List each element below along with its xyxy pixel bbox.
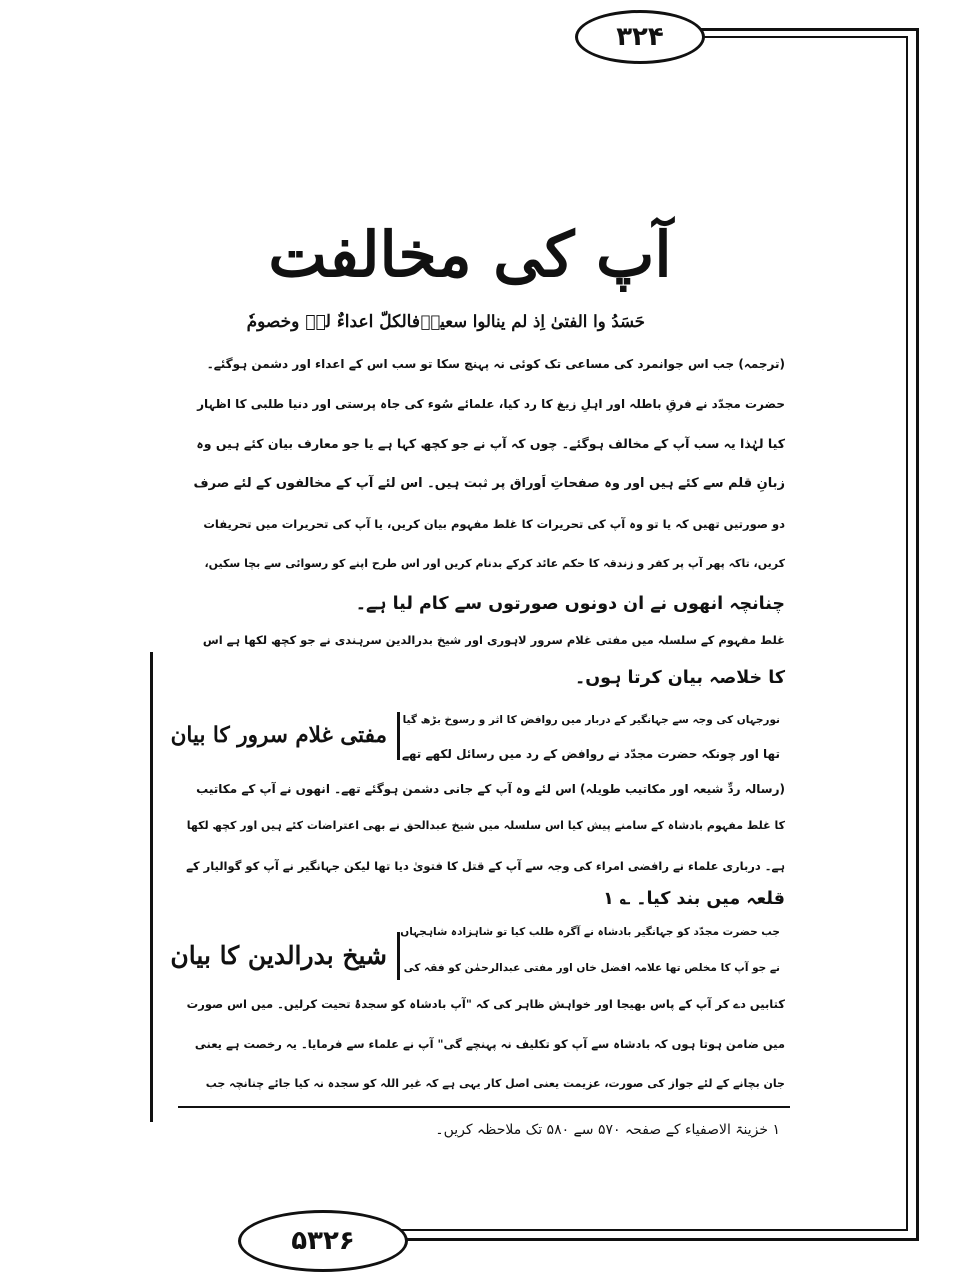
text-line: دو صورتیں تھیں کہ یا تو وہ آپ کی تحریرات کا غلط مفہوم بیان کریں، یا آپ کی تحریرات میں تحریفات — [203, 517, 785, 531]
text-line: غلط مفہوم کے سلسلہ میں مفتی غلام سرور لاہوری اور شیخ بدرالدین سرہندی نے جو کچھ لکھا ہے اس — [202, 633, 785, 647]
text-line: جان بچانے کے لئے جواز کی صورت، عزیمت یعنی اصل کار یہی ہے کہ غیر اللہ کو سجدہ نہ کیا جائے چنانچہ جب — [205, 1077, 785, 1090]
verse-left-hemistich: فالکلّ اعداءٌ لہٗ وخصومٗ — [246, 312, 420, 332]
page-title: آپ کی مخالفت — [268, 218, 672, 291]
frame-right-line — [916, 28, 919, 1240]
text-line: کا خلاصہ بیان کرتا ہوں۔ — [574, 668, 785, 688]
frame-bottom-line-inner — [400, 1229, 908, 1231]
text-line: (ترجمہ) جب اس جوانمرد کی مساعی تک کوئی نہ پہنچ سکا تو سب اس کے اعداء اور دشمن ہوگئے۔ — [206, 357, 785, 371]
text-line: کیا لہٰذا یہ سب آپ کے مخالف ہوگئے۔ چوں کہ آپ نے جو کچھ کہا ہے یا جو معارف بیان کئے ہیں وہ — [196, 436, 785, 451]
section-heading-mufti-ghulam-sarwar: مفتی غلام سرور کا بیان — [171, 712, 400, 760]
verse-right-hemistich: حَسَدُ وا الفتیٰ اِذ لم ینالوا سعیہٗ — [420, 312, 645, 331]
frame-left-line — [150, 652, 153, 1122]
section-heading-shaikh-badruddin: شیخ بدرالدین کا بیان — [170, 932, 400, 980]
top-page-number: ۳۲۴ — [575, 10, 705, 64]
text-line: ہے۔ درباری علماء نے رافضی امراء کی وجہ سے آپ کے قتل کا فتویٰ دیا تھا لیکن جہانگیر نے آپ کو گوالیار کے — [186, 859, 785, 873]
text-line: کریں، تاکہ پھر آپ پر کفر و زندقہ کا حکم عائد کرکے بدنام کریں اور اس طرح اپنے کو رسوائی سے بچا سکیں، — [204, 557, 785, 570]
text-line: کا غلط مفہوم بادشاہ کے سامنے پیش کیا اس سلسلہ میں شیخ عبدالحق نے بھی اعتراضات کئے ہیں اور کچھ لکھا — [186, 819, 785, 832]
text-line: قلعہ میں بند کیا۔ ؎ ۱ — [603, 889, 785, 909]
side-text-line: نورجہاں کی وجہ سے جہانگیر کے دربار میں روافض کا اثر و رسوخ بڑھ گیا — [402, 714, 780, 726]
text-line: کتابیں دے کر آپ کے پاس بھیجا اور خواہش ظاہر کی کہ "آپ بادشاہ کو سجدۂ تحیت کرلیں۔ میں اس صورت — [186, 997, 785, 1011]
text-line: زبانِ قلم سے کئے ہیں اور وہ صفحاتِ اَوراق پر ثبت ہیں۔ اس لئے آپ کے مخالفوں کے لئے صرف — [193, 476, 785, 491]
frame-top-line — [700, 28, 918, 31]
text-line: (رسالہ ردِّ شیعہ اور مکاتیب طویلہ) اس لئے وہ آپ کے جانی دشمن ہوگئے تھے۔ انھوں نے آپ کے مکاتیب — [196, 782, 785, 796]
side-text-line: جب حضرت مجدّد کو جہانگیر بادشاہ نے آگرہ طلب کیا تو شاہزادہ شاہجہاں — [400, 926, 780, 938]
frame-bottom-line — [400, 1238, 919, 1241]
footnote: ۱ خزینۃ الاصفیاء کے صفحہ ۵۷۰ سے ۵۸۰ تک ملاحظہ کریں۔ — [435, 1122, 780, 1138]
text-line: چنانچہ انھوں نے ان دونوں صورتوں سے کام لیا ہے۔ — [355, 594, 785, 614]
footnote-rule — [178, 1106, 790, 1108]
bottom-page-number: ۵۳۲۶ — [238, 1210, 408, 1272]
text-line: حضرت مجدّد نے فرقِ باطلہ اور اہلِ زیغ کا رد کیا، علمائے سُوء کی جاہ پرستی اور دنیا طلبی کا اظہار — [197, 397, 785, 411]
frame-top-line-inner — [700, 36, 908, 38]
side-text-line: تھا اور چونکہ حضرت مجدّد نے روافض کے رد میں رسائل لکھے تھے — [401, 747, 780, 761]
side-text-line: نے جو آپ کا مخلص تھا علامہ افضل خاں اور مفتی عبدالرحمٰن کو فقہ کی — [403, 962, 780, 974]
text-line: میں ضامن ہوتا ہوں کہ بادشاہ سے آپ کو تکلیف نہ پہنچے گی" آپ نے علماء سے فرمایا۔ یہ رخصت ہے یعنی — [194, 1037, 785, 1051]
frame-right-line-inner — [906, 36, 908, 1231]
